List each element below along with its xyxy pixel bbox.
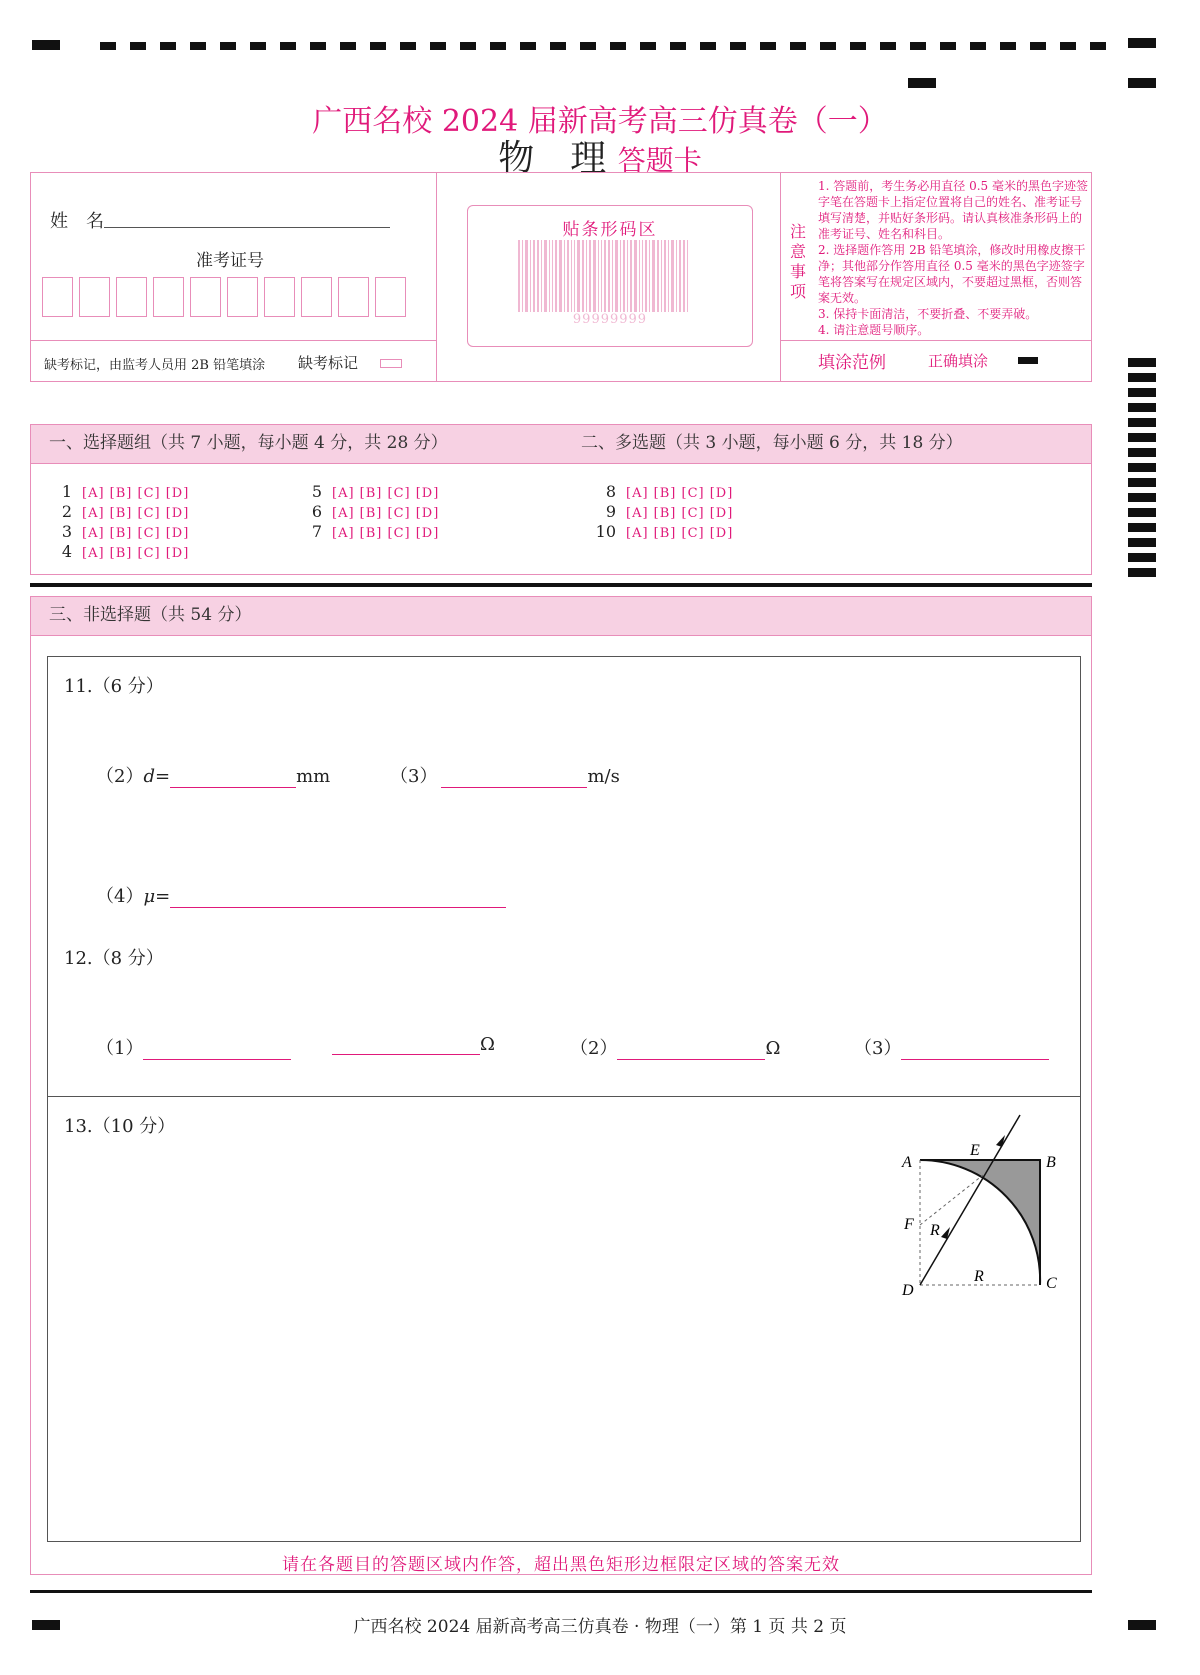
question-number: 9 — [605, 502, 616, 521]
corner-mark-top-center — [908, 78, 936, 88]
dash-segment — [130, 42, 146, 50]
exam-id-label: 准考证号 — [196, 251, 264, 271]
barcode-stripe — [574, 240, 575, 312]
side-mark — [1128, 448, 1156, 457]
choice-section-header — [30, 424, 1092, 464]
side-mark — [1128, 493, 1156, 502]
note-item: 1. 答题前，考生务必用直径 0.5 毫米的黑色字迹签字笔在答题卡上指定位置将自己的姓名、准考证号填写清楚，并贴好条形码。请认真核准条形码上的准考证号、姓名和科目。 — [818, 179, 1088, 241]
q13-figure — [890, 1105, 1070, 1300]
question-number: 10 — [595, 522, 616, 541]
dash-segment — [1090, 42, 1106, 50]
barcode-stripe — [555, 240, 557, 312]
q12-part1 — [96, 1034, 291, 1060]
label-b: B — [1046, 1154, 1056, 1171]
barcode-stripe — [679, 240, 681, 312]
side-mark — [1128, 478, 1156, 487]
absent-instruction: 缺考标记，由监考人员用 2B 铅笔填涂 — [44, 358, 266, 373]
dash-segment — [190, 42, 206, 50]
choice-question-row — [588, 522, 733, 541]
dash-segment — [610, 42, 626, 50]
barcode-stripe — [657, 240, 659, 312]
barcode-stripe — [627, 240, 628, 312]
choice-question-row — [44, 502, 189, 521]
barcode-stripe — [664, 240, 666, 312]
label-c: C — [1046, 1275, 1057, 1292]
light-ray — [920, 1115, 1020, 1285]
barcode-stripe — [676, 240, 677, 312]
barcode-stripe — [564, 240, 565, 312]
barcode-stripe — [598, 240, 599, 312]
barcode-stripe — [652, 240, 655, 312]
q12-label: 12.（8 分） — [64, 948, 164, 969]
side-mark — [1128, 358, 1156, 367]
dash-segment — [820, 42, 836, 50]
dashed-fe — [920, 1175, 983, 1225]
barcode-stripe — [661, 240, 662, 312]
corner-mark-top-right — [1128, 38, 1156, 48]
dash-segment — [1060, 42, 1076, 50]
section1-title: 一、选择题组（共 7 小题，每小题 4 分，共 28 分） — [49, 433, 448, 453]
dash-segment — [640, 42, 656, 50]
barcode-number: 99999999 — [572, 312, 648, 327]
notes-list — [818, 178, 1088, 338]
answer-options[interactable]: [A] [B] [C] [D] — [82, 486, 190, 501]
barcode-stripes — [518, 240, 688, 312]
q11-part3 — [390, 762, 620, 788]
barcode-stripe — [522, 240, 523, 312]
label-f: F — [904, 1216, 914, 1233]
answer-area-warning: 请在各题目的答题区域内作答，超出黑色矩形边框限定区域的答案无效 — [282, 1555, 840, 1575]
barcode-stripe — [639, 240, 640, 312]
q12-part1b — [332, 1034, 495, 1055]
label-e: E — [970, 1142, 980, 1159]
answer-options[interactable]: [A] [B] [C] [D] — [626, 526, 734, 541]
question-number: 8 — [605, 482, 616, 501]
q12-part2 — [570, 1034, 780, 1060]
answer-options[interactable]: [A] [B] [C] [D] — [82, 526, 190, 541]
choice-question-row — [588, 482, 733, 501]
dash-segment — [790, 42, 806, 50]
q12-part2-label: （2） — [570, 1038, 618, 1059]
barcode-label: 贴条形码区 — [562, 220, 658, 240]
notes-title: 注意事项 — [790, 222, 807, 301]
dash-segment — [760, 42, 776, 50]
barcode-stripe — [571, 240, 572, 312]
barcode-stripe — [634, 240, 637, 312]
name-input-line[interactable] — [104, 227, 390, 228]
barcode-stripe — [687, 240, 688, 312]
section2-title: 二、多选题（共 3 小题，每小题 6 分，共 18 分） — [581, 433, 963, 453]
q12-unit-1: Ω — [480, 1034, 495, 1055]
id-digit-box[interactable] — [153, 277, 184, 317]
dash-segment — [1030, 42, 1046, 50]
id-digit-box[interactable] — [301, 277, 332, 317]
barcode-stripe — [620, 240, 621, 312]
side-mark — [1128, 523, 1156, 532]
choice-question-row — [44, 522, 189, 541]
side-mark — [1128, 463, 1156, 472]
question-number: 1 — [61, 482, 72, 501]
dash-segment — [490, 42, 506, 50]
note-item: 2. 选择题作答用 2B 铅笔填涂，修改时用橡皮擦干净；其他部分作答用直径 0.5 毫米的黑色字迹签字笔将答案写在规定区域内，不要超过黑框，否则答案无效。 — [818, 243, 1086, 305]
q11-part2-label: （2） — [96, 766, 144, 787]
question-number: 3 — [61, 522, 72, 541]
info-hline-right — [780, 340, 1092, 341]
ray-arrow-upper — [996, 1135, 1005, 1147]
answer-options[interactable]: [A] [B] [C] [D] — [82, 506, 190, 521]
label-r-2: R — [974, 1268, 984, 1285]
label-d: D — [902, 1282, 914, 1299]
dash-segment — [850, 42, 866, 50]
dash-segment — [730, 42, 746, 50]
label-a: A — [902, 1154, 912, 1171]
absent-mark-label: 缺考标记 — [298, 354, 359, 372]
q11-v-unit: m/s — [587, 766, 620, 787]
bottom-rule — [30, 1590, 1092, 1593]
answer-options[interactable]: [A] [B] [C] [D] — [332, 486, 440, 501]
dash-segment — [940, 42, 956, 50]
barcode-stripe — [533, 240, 535, 312]
question-number: 7 — [311, 522, 322, 541]
barcode-stripe — [549, 240, 550, 312]
absent-mark-box[interactable] — [380, 359, 402, 368]
question-number: 2 — [61, 502, 72, 521]
barcode-stripe — [577, 240, 580, 312]
barcode-stripe — [601, 240, 602, 312]
q12-input-2[interactable] — [617, 1041, 765, 1060]
barcode-stripe — [604, 240, 606, 312]
corner-mark-top-right-2 — [1128, 78, 1156, 88]
exam-id-boxes[interactable] — [42, 277, 412, 321]
q11-mu-var: μ= — [143, 886, 171, 907]
side-mark — [1128, 538, 1156, 547]
barcode-stripe — [623, 240, 625, 312]
choice-question-row — [294, 522, 439, 541]
info-divider-1 — [436, 172, 437, 382]
q12-part1-label: （1） — [96, 1038, 144, 1059]
q12-input-1b[interactable] — [332, 1036, 480, 1055]
id-digit-box[interactable] — [42, 277, 73, 317]
answer-frame-q11-12 — [47, 656, 1081, 1097]
side-registration-marks — [1128, 358, 1156, 583]
choice-section-body — [30, 463, 1092, 575]
info-divider-2 — [780, 172, 781, 382]
q12-input-3[interactable] — [901, 1041, 1049, 1060]
q11-label: 11.（6 分） — [64, 676, 164, 697]
barcode-stripe — [567, 240, 569, 312]
choice-question-row — [294, 482, 439, 501]
q12-part3 — [854, 1034, 1049, 1060]
barcode-stripe — [559, 240, 562, 312]
id-digit-box[interactable] — [79, 277, 110, 317]
dash-segment — [550, 42, 566, 50]
id-digit-box[interactable] — [338, 277, 369, 317]
question-number: 6 — [311, 502, 322, 521]
q13-label: 13.（10 分） — [64, 1116, 176, 1137]
id-digit-box[interactable] — [264, 277, 295, 317]
q11-v-input[interactable] — [441, 769, 587, 788]
dash-segment — [670, 42, 686, 50]
dash-segment — [880, 42, 896, 50]
id-digit-box[interactable] — [190, 277, 221, 317]
dash-segment — [250, 42, 266, 50]
q11-d-unit: mm — [296, 766, 331, 787]
thick-divider — [30, 583, 1092, 587]
exam-title: 广西名校 2024 届新高考高三仿真卷（一） — [312, 104, 888, 139]
dash-segment — [340, 42, 356, 50]
barcode-stripe — [645, 240, 647, 312]
q11-part3-label: （3） — [390, 766, 438, 787]
dash-segment — [280, 42, 296, 50]
q12-part3-label: （3） — [854, 1038, 902, 1059]
barcode-stripe — [671, 240, 674, 312]
barcode-stripe — [525, 240, 528, 312]
label-r-1: R — [930, 1222, 940, 1239]
choice-question-row — [588, 502, 733, 521]
note-item: 4. 请注意题号顺序。 — [818, 323, 930, 337]
answer-options[interactable]: [A] [B] [C] [D] — [626, 506, 734, 521]
dash-segment — [460, 42, 476, 50]
q11-d-input[interactable] — [170, 769, 296, 788]
side-mark — [1128, 553, 1156, 562]
dash-segment — [700, 42, 716, 50]
barcode-stripe — [537, 240, 539, 312]
answer-options[interactable]: [A] [B] [C] [D] — [332, 506, 440, 521]
barcode-stripe — [541, 240, 542, 312]
fill-correct-label: 正确填涂 — [928, 352, 989, 370]
dash-segment — [910, 42, 926, 50]
barcode-stripe — [582, 240, 584, 312]
answer-options[interactable]: [A] [B] [C] [D] — [626, 486, 734, 501]
q11-mu-input[interactable] — [170, 889, 506, 908]
note-item: 3. 保持卡面清洁，不要折叠、不要弄破。 — [818, 307, 1038, 321]
side-mark — [1128, 373, 1156, 382]
section3-title: 三、非选择题（共 54 分） — [49, 605, 252, 625]
subject-name: 物 理 — [498, 138, 607, 179]
section3-header — [30, 596, 1092, 636]
answer-options[interactable]: [A] [B] [C] [D] — [332, 526, 440, 541]
q12-input-1a[interactable] — [143, 1041, 291, 1060]
dash-segment — [400, 42, 416, 50]
barcode-stripe — [608, 240, 610, 312]
side-mark — [1128, 433, 1156, 442]
barcode-stripe — [683, 240, 685, 312]
barcode-stripe — [530, 240, 531, 312]
id-digit-box[interactable] — [227, 277, 258, 317]
q11-part4-label: （4） — [96, 886, 144, 907]
dash-segment — [430, 42, 446, 50]
barcode-stripe — [642, 240, 643, 312]
q11-d-var: d= — [143, 766, 171, 787]
dash-segment — [100, 42, 116, 50]
name-label: 姓 名 — [50, 211, 104, 232]
side-mark — [1128, 388, 1156, 397]
barcode-stripe — [612, 240, 613, 312]
barcode-stripe — [630, 240, 632, 312]
dash-segment — [970, 42, 986, 50]
answer-options[interactable]: [A] [B] [C] [D] — [82, 546, 190, 561]
corner-mark-top-left — [32, 40, 60, 50]
dash-segment — [160, 42, 176, 50]
dash-segment — [310, 42, 326, 50]
q12-unit-2: Ω — [765, 1038, 781, 1059]
barcode-stripe — [615, 240, 618, 312]
dash-segment — [520, 42, 536, 50]
side-mark — [1128, 418, 1156, 427]
barcode-stripe — [589, 240, 591, 312]
id-digit-box[interactable] — [375, 277, 406, 317]
choice-question-row — [44, 542, 189, 561]
subject-subtitle: 答题卡 — [617, 144, 702, 177]
page-footer: 广西名校 2024 届新高考高三仿真卷 · 物理（一）第 1 页 共 2 页 — [353, 1617, 847, 1637]
dash-segment — [1000, 42, 1016, 50]
side-mark — [1128, 568, 1156, 577]
barcode-stripe — [649, 240, 650, 312]
barcode-stripe — [593, 240, 596, 312]
dash-segment — [580, 42, 596, 50]
fill-example-label: 填涂范例 — [818, 353, 886, 373]
barcode-stripe — [518, 240, 520, 312]
q11-part2 — [96, 762, 330, 788]
dash-segment — [370, 42, 386, 50]
barcode-stripe — [586, 240, 587, 312]
info-hline-left — [30, 340, 436, 341]
id-digit-box[interactable] — [116, 277, 147, 317]
side-mark — [1128, 403, 1156, 412]
dash-segment — [220, 42, 236, 50]
barcode-stripe — [552, 240, 553, 312]
choice-question-row — [294, 502, 439, 521]
q11-part4 — [96, 882, 506, 908]
choice-question-row — [44, 482, 189, 501]
side-mark — [1128, 508, 1156, 517]
question-number: 4 — [61, 542, 72, 561]
fill-correct-mark — [1018, 357, 1038, 364]
barcode-stripe — [668, 240, 669, 312]
barcode-stripe — [544, 240, 547, 312]
question-number: 5 — [311, 482, 322, 501]
